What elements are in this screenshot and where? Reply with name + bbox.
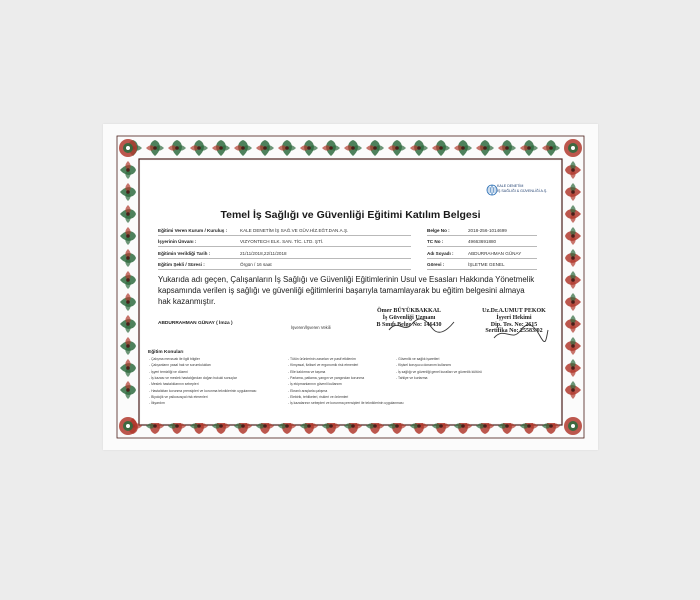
- border-motif: [565, 359, 581, 377]
- border-motif: [542, 140, 560, 156]
- training-topic-item: - İlkyardım: [149, 400, 256, 406]
- participant-signature-label: ABDURRAHMAN GÜNAY ( İmza ): [158, 321, 233, 326]
- provider-value: KALE DENETİM İŞ SAĞ.VE GÜV.HİZ.EĞT.DAN.A.Ş.: [240, 228, 349, 233]
- border-motif: [565, 315, 581, 333]
- doctor-cert: Sertifika No: 25583/02: [485, 328, 543, 335]
- border-motif: [120, 161, 136, 179]
- training-topic-item: - Biyolojik ve psikososyal risk etmenleri: [149, 394, 256, 400]
- border-motif: [565, 271, 581, 289]
- border-motif: [498, 140, 516, 156]
- expert-signature-scribble: [386, 316, 456, 336]
- border-motif: [432, 140, 450, 156]
- training-topic-item: - Tahliye ve kurtarma: [396, 375, 482, 381]
- border-motif: [120, 381, 136, 399]
- border-motif: [565, 249, 581, 267]
- border-motif: [344, 140, 362, 156]
- provider-label: Eğitimi Veren Kurum / Kuruluş :: [158, 228, 228, 233]
- training-topic-item: - Parlama, patlama, yangın ve yangından korunma: [288, 375, 404, 381]
- name-value: ABDURRAHMAN GÜNAY: [468, 251, 522, 256]
- doctor-name: Uz.Dr.A.UMUT PEKOK: [482, 308, 546, 314]
- border-motif: [476, 140, 494, 156]
- border-motif: [565, 337, 581, 355]
- border-motif: [256, 140, 274, 156]
- logo-line-2: İŞ SAĞLIĞI & GÜVENLİĞİ A.Ş.: [497, 189, 548, 193]
- border-motif: [190, 140, 208, 156]
- name-label: Adı Soyadı :: [427, 251, 454, 256]
- training-topic-item: - Elektrik, tehlikeleri, riskleri ve önlemleri: [288, 394, 404, 400]
- border-motif: [565, 205, 581, 223]
- training-topic-item: - İş kazası ve meslek hastalığından doğan hukuki sonuçlar: [149, 375, 256, 381]
- border-motif: [278, 140, 296, 156]
- company-logo-text: [497, 184, 547, 194]
- field-underline: [427, 258, 537, 259]
- training-topic-item: - İş sağlığı ve güvenliği genel kuralları ve güvenlik kültürü: [396, 369, 482, 375]
- border-motif: [120, 249, 136, 267]
- border-motif: [120, 227, 136, 245]
- topics-column-3: [396, 356, 482, 381]
- border-motif: [120, 337, 136, 355]
- border-motif: [322, 140, 340, 156]
- border-motif: [366, 140, 384, 156]
- border-motif: [120, 271, 136, 289]
- border-motif: [120, 293, 136, 311]
- border-motif: [565, 293, 581, 311]
- training-topic-item: - Hastalıktan korunma prensipleri ve korunma tekniklerinin uygulanması: [149, 388, 256, 394]
- border-motif: [565, 381, 581, 399]
- training-topic-item: - Çalışma mevzuatı ile ilgili bilgiler: [149, 356, 256, 362]
- document-number-label: Belge No :: [427, 228, 450, 233]
- border-motif: [120, 359, 136, 377]
- border-motif: [120, 315, 136, 333]
- expert-name: Ömer BÜYÜKBAKKAL: [376, 308, 442, 314]
- employer-signature-label: İşveren/İşveren Vekili: [291, 325, 331, 330]
- duty-label: Görevi :: [427, 262, 445, 267]
- field-underline: [427, 235, 537, 236]
- employer-value: VIZYONTECH ELK. SAN. TİC. LTD. ŞTİ.: [240, 239, 324, 244]
- training-topic-item: - Çalışanların yasal hak ve sorumlulukları: [149, 362, 256, 368]
- document-number-value: 2018-256-1014699: [468, 228, 507, 233]
- topics-column-1: [149, 356, 256, 407]
- field-underline: [158, 269, 411, 270]
- tc-number-value: 49663691880: [468, 239, 497, 244]
- certificate-title: Temel İş Sağlığı ve Güvenliği Eğitimi Katılım Belgesi: [220, 209, 481, 221]
- training-date-value: 21/11/2018,22/11/2018: [240, 251, 287, 256]
- border-motif: [212, 140, 230, 156]
- training-topic-item: - İş ekipmanlarının güvenli kullanımı: [288, 381, 404, 387]
- field-underline: [427, 246, 537, 247]
- border-motif: [168, 140, 186, 156]
- field-underline: [158, 235, 411, 236]
- border-motif: [454, 140, 472, 156]
- training-topic-item: - Tütün ürünlerinin zararları ve pasif etkilenim: [288, 356, 404, 362]
- expert-cert: B Sınıfı Belge No: 146430: [376, 321, 442, 328]
- border-motif: [234, 140, 252, 156]
- logo-line-1: KALE DENETİM: [497, 184, 524, 188]
- training-format-label: Eğitim Şekli / Süresi :: [158, 262, 205, 267]
- training-topic-item: - Güvenlik ve sağlık işaretleri: [396, 356, 482, 362]
- duty-value: İŞLETME GENEL: [468, 262, 505, 267]
- border-motif: [388, 140, 406, 156]
- training-topic-item: - İş kazalarının sebepleri ve korunma prensipleri ile tekniklerinin uygulanması: [288, 400, 404, 406]
- border-motif: [120, 205, 136, 223]
- field-underline: [158, 246, 411, 247]
- training-topic-item: - Ekranlı araçlarla çalışma: [288, 388, 404, 394]
- border-motif: [410, 140, 428, 156]
- tc-number-label: TC No :: [427, 239, 444, 244]
- border-motif: [146, 140, 164, 156]
- field-underline: [427, 269, 537, 270]
- employer-label: İşyerinin Ünvanı :: [158, 239, 197, 244]
- border-motif: [520, 140, 538, 156]
- training-topic-item: - İşyeri temizliği ve düzeni: [149, 369, 256, 375]
- border-motif: [565, 161, 581, 179]
- training-topic-item: - Meslek hastalıklarının sebepleri: [149, 381, 256, 387]
- training-topic-item: - Kişisel koruyucu donanım kullanımı: [396, 362, 482, 368]
- topics-column-2: [288, 356, 404, 407]
- doctor-signature-scribble: [490, 322, 550, 344]
- certificate-statement: Yukarıda adı geçen, Çalışanların İş Sağlığı ve Güvenliği Eğitimlerinin Usul ve Esasları Hakkında Yönetmelik kapsamında verilen iş sağlığı ve güvenliği eğitimlerini başarıyla tamamlayarak bu eğitim belgesini almaya hak kazanmıştır.: [158, 275, 535, 306]
- border-motif: [565, 183, 581, 201]
- field-underline: [158, 258, 411, 259]
- training-format-value: Örgün / 16 saat: [240, 262, 272, 267]
- training-date-label: Eğitimin Verildiği Tarih :: [158, 251, 211, 256]
- training-topics-title: Eğitim Konuları: [148, 350, 184, 355]
- training-topic-item: - Elle kaldırma ve taşıma: [288, 369, 404, 375]
- doctor-title: İşyeri Hekimi: [496, 314, 532, 321]
- border-motif: [300, 140, 318, 156]
- border-motif: [565, 227, 581, 245]
- border-motif: [120, 183, 136, 201]
- expert-title: İş Güvenliği Uzmanı: [382, 314, 436, 321]
- training-topic-item: - Kimyasal, fiziksel ve ergonomik risk etmenleri: [288, 362, 404, 368]
- doctor-dip: Dip. Tes. No: 2615: [490, 321, 538, 328]
